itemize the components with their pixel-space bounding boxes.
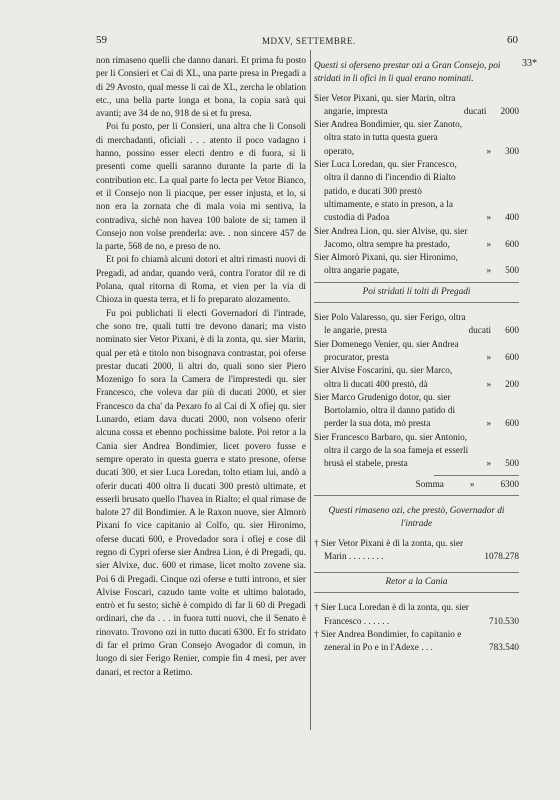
section-title: Questi si oferseno prestar ozi a Gran Consejo, poi stridati in li ofici in li qual erano nominati. bbox=[314, 61, 501, 85]
entry-value: 600 bbox=[505, 239, 519, 250]
entry-currency: » bbox=[486, 419, 492, 430]
entry-value: 710.530 bbox=[488, 616, 519, 627]
list bbox=[314, 312, 519, 472]
entry-amount bbox=[462, 106, 519, 119]
entry-value: 200 bbox=[505, 379, 519, 390]
divider bbox=[434, 475, 519, 476]
paragraph: non rimaseno quelli che danno danari. Et prima fu posto per li Consieri et Cai di XL, una parte presa in Pregadi a di 29 Avosto, qual messe li cai de XL, zercha le oblation etc., una bella parte longa et bona, la copia sarà qui avanti; ave 34 de no, 918 de si et fu presa. bbox=[96, 56, 306, 120]
ledger-entry bbox=[314, 602, 519, 629]
list bbox=[314, 538, 519, 565]
entry-currency: » bbox=[486, 146, 492, 157]
entry-amount bbox=[485, 239, 520, 252]
ledger-entry bbox=[314, 392, 519, 432]
entry-text: Sier Alvise Foscarini, qu. sier Marco, oltra li ducati 400 prestò, dà bbox=[314, 366, 453, 390]
right-list-column bbox=[314, 60, 519, 656]
entry-amount bbox=[485, 418, 520, 431]
entry-amount bbox=[487, 616, 519, 629]
entry-value: 2000 bbox=[500, 106, 519, 117]
section-title: Poi stridati li tolti di Pregadi bbox=[362, 286, 471, 297]
entry-text: Sier Marco Grudenigo dotor, qu. sier Bortolamio, oltra il danno patido di perder la sua dota, mò presta bbox=[314, 392, 456, 430]
entry-amount bbox=[485, 212, 520, 225]
entry-value: 600 bbox=[505, 419, 519, 430]
column-divider bbox=[310, 50, 311, 730]
ledger-entry bbox=[314, 252, 519, 279]
entry-amount bbox=[485, 458, 520, 471]
section-title: Questi rimaseno ozi, che prestò, Governador di l'intrade bbox=[328, 505, 505, 530]
entry-value: 500 bbox=[505, 266, 519, 277]
entry-currency: » bbox=[486, 239, 492, 250]
entry-value: 400 bbox=[505, 213, 519, 224]
list bbox=[314, 602, 519, 655]
entry-value: 600 bbox=[505, 352, 519, 363]
total-currency: » bbox=[469, 479, 475, 490]
ledger-entry bbox=[314, 119, 519, 159]
entry-value: 300 bbox=[505, 146, 519, 157]
paragraph: Poi fu posto, per li Consieri, una altra che li Consoli di merchadanti, oficiali . . . atento il poco vadagno i hanno, possino esser electi dentro e di fuora, sì li presenti come quelli saranno durante la parte di la contribution etc. La qual parte fo lecta per Vetor Bianco, et il Consejo non li piacque, per esser injusta, et lo, si non era la zornata che di mala voia mi sentiva, la contradiva, sichè non havea 100 balote de si; tamen il Consejo non volse prenderla: ave. . non sincere 457 de la parte, 568 de no, e preso de no. bbox=[96, 122, 306, 253]
entry-text: † Sier Luca Loredan è di la zonta, qu. sier Francesco . . . . . . bbox=[314, 603, 469, 627]
divider bbox=[314, 495, 519, 496]
right-page-number: 60 bbox=[507, 34, 518, 46]
entry-currency: » bbox=[486, 379, 492, 390]
total-amount: 6300 bbox=[500, 479, 519, 490]
entry-amount bbox=[487, 642, 519, 655]
section-title: Retor a la Cania bbox=[385, 577, 448, 588]
entry-amount bbox=[485, 352, 520, 365]
entry-text: Sier Francesco Barbaro, qu. sier Antonio, oltra il cargo de la soa fameja et esserli brusà el stabele, presta bbox=[314, 432, 469, 470]
entry-amount bbox=[485, 265, 520, 278]
total-label: Somma bbox=[415, 479, 444, 490]
entry-amount bbox=[485, 379, 520, 392]
ledger-entry bbox=[314, 432, 519, 472]
ledger-entry bbox=[314, 159, 519, 225]
entry-currency: » bbox=[486, 213, 492, 224]
entry-text: Sier Andrea Lion, qu. sier Alvise, qu. sier Jacomo, oltra sempre ha prestado, bbox=[314, 226, 468, 250]
ledger-entry bbox=[314, 339, 519, 366]
entry-text: Sier Vetor Pixani, qu. sier Marin, oltra angarie, impresta bbox=[314, 93, 456, 117]
total-row bbox=[314, 479, 519, 492]
margin-note: 33* bbox=[522, 58, 537, 69]
paragraph: Fu poi publichati li electi Governadori di l'intrade, che sono tre, quali tutti tre devono danari; ma visto nominato sier Vetor Pixani, è di la zonta, qu. sier Marin, qual per età e titolo non bisognava contrastar, poi oferse prestar ducati 2000, li altri do, quali sono sier Piero Mozenigo fo sora la Camera de l'imprestedi qu. sier Francesco, che voleva dar più di ducati 2000, et sier Francesco da cha' da Pexaro fo al Cai di X ofiej qu. sier Lunardo, etiam dava ducati 2000, non volseno oferir alcuna cossa et ebenno pochissime balote. Poi retor a la Cania sier Andrea Bondimier, licet povero fusse e sempre operato in questa guerra e stato presone, oferse ducati 300, et sier Luca Loredan, tolto etiam lui, andò a oferir ducati 400 oltra li ducati 300 prestò ultimate, et esserli brusato quello l'havea in Rialto; el qual rimase de balote 27 dil Bondimier. A le Raxon nuove, sier Almorò Pixani fo vice capitanio al Colfo, qu. sier Hironimo, oferse ducati 600, e Provedador sora i ofiej e cose dil regno di Cypri oferse sier Andrea Lion, è di Pregadi, qu. sier Alvixe, duc. 600 et rimase, licet molto zovene sia. Poi 6 di Pregadi. Cinque ozi oferse e tutti introno, et sier Alvise Foscari, cazudo tante volte et ultimo balotado, entrò et fu sesto; sichè è compido di far li 60 di Pregadi ordinari, che da . . . in fuora tutti nuovi, che il Senato è rinovato. Trovono ozi in tutto ducati 6300. Et fo stridato di far el primo Gran Consejo Avogador di comun, in luogo di sier Ferigo Renier, compie fin 4 mesi, per aver danari, et rector a Retimo. bbox=[96, 308, 306, 678]
divider bbox=[314, 302, 519, 303]
ledger-entry bbox=[314, 538, 519, 565]
running-header: MDXV, SETTEMBRE. bbox=[262, 36, 356, 46]
entry-value: 500 bbox=[505, 459, 519, 470]
entry-currency: » bbox=[486, 352, 492, 363]
divider bbox=[314, 282, 519, 283]
ledger-entry bbox=[314, 365, 519, 392]
ledger-entry bbox=[314, 93, 519, 120]
ledger-entry bbox=[314, 226, 519, 253]
entry-text: Sier Polo Valaresso, qu. sier Ferigo, oltra le angarie, presta bbox=[314, 313, 466, 337]
entry-value: 1078.278 bbox=[484, 551, 519, 562]
entry-amount bbox=[467, 325, 519, 338]
entry-text: † Sier Vetor Pixani è di la zonta, qu. sier Marin . . . . . . . . bbox=[314, 538, 464, 562]
entry-currency: ducati bbox=[468, 326, 492, 337]
left-text-column bbox=[96, 55, 306, 680]
entry-currency: ducati bbox=[463, 106, 487, 117]
entry-text: Sier Luca Loredan, qu. sier Francesco, oltra il danno di l'incendio di Rialto patido, e ducati 300 prestò ultimamente, e stato in preson, a la custodia di Padoa bbox=[314, 160, 457, 224]
entry-value: 600 bbox=[505, 326, 519, 337]
entry-currency: » bbox=[486, 266, 492, 277]
left-page-number: 59 bbox=[96, 34, 107, 46]
entry-amount bbox=[482, 551, 519, 564]
entry-text: Sier Almorò Pixani, qu. sier Hironimo, oltra angarie pagate, bbox=[314, 253, 458, 277]
ledger-entry bbox=[314, 629, 519, 656]
entry-currency: » bbox=[486, 459, 492, 470]
entry-value: 783.540 bbox=[488, 643, 519, 654]
list bbox=[314, 93, 519, 279]
divider bbox=[314, 592, 519, 593]
ledger-entry bbox=[314, 312, 519, 339]
paragraph: Et poi fo chiamà alcuni dotori et altri rimasti nuovi di Pregadi, ad andar, quando verà, contra l'orator dil re di Polana, qual ritorna di Roma, et vien per la via di Chioza in questa terra, et li fo preparato alozamento. bbox=[96, 255, 306, 306]
divider bbox=[314, 572, 519, 573]
entry-amount bbox=[485, 146, 520, 159]
entry-text: Sier Domenego Venier, qu. sier Andrea procurator, presta bbox=[314, 339, 459, 363]
entry-text: Sier Andrea Bondimier, qu. sier Zanoto, oltra stato in tutta questa guera operato, bbox=[314, 120, 463, 157]
entry-text: † Sier Andrea Bondimier, fo capitanio e zeneral in Po e in l'Adexe . . . bbox=[314, 629, 462, 654]
